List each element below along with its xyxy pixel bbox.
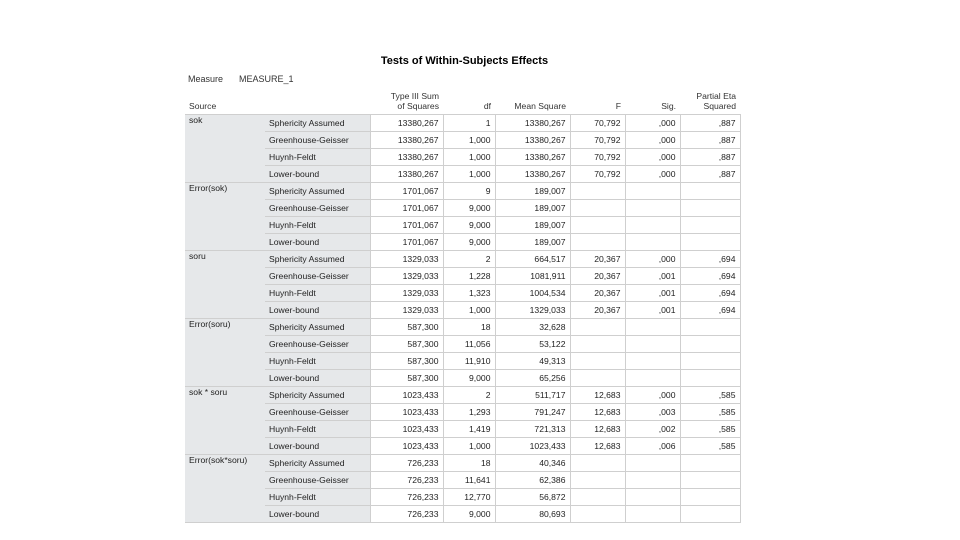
df-cell: 1,000 (443, 149, 495, 166)
eta-cell: ,585 (680, 438, 740, 455)
table-row (185, 132, 740, 149)
header-ss-line1: Type III Sum (390, 91, 439, 101)
correction-cell: Sphericity Assumed (265, 387, 370, 404)
eta-cell: ,585 (680, 421, 740, 438)
df-cell: 9,000 (443, 370, 495, 387)
ss-cell: 1701,067 (370, 234, 443, 251)
ms-cell: 664,517 (495, 251, 570, 268)
eta-cell: ,887 (680, 166, 740, 183)
ss-cell: 13380,267 (370, 149, 443, 166)
table-row (185, 166, 740, 183)
table-title: Tests of Within-Subjects Effects (380, 55, 549, 67)
ss-cell: 1023,433 (370, 404, 443, 421)
table-row (185, 234, 740, 251)
eta-cell: ,694 (680, 251, 740, 268)
ms-cell: 13380,267 (495, 166, 570, 183)
sig-cell (625, 217, 680, 234)
f-cell (570, 200, 625, 217)
eta-cell: ,694 (680, 268, 740, 285)
sig-cell: ,000 (625, 115, 680, 132)
sig-cell (625, 353, 680, 370)
df-cell: 1,000 (443, 166, 495, 183)
eta-cell: ,585 (680, 387, 740, 404)
f-cell: 20,367 (570, 302, 625, 319)
correction-cell: Greenhouse-Geisser (265, 200, 370, 217)
header-source: Source (185, 89, 370, 115)
header-sig: Sig. (625, 89, 680, 115)
within-subjects-table (185, 89, 741, 523)
table-row (185, 438, 740, 455)
df-cell: 2 (443, 251, 495, 268)
df-cell: 2 (443, 387, 495, 404)
table-row (185, 489, 740, 506)
ms-cell: 189,007 (495, 234, 570, 251)
measure-label (188, 74, 310, 84)
correction-cell: Lower-bound (265, 506, 370, 523)
table-row (185, 302, 740, 319)
sig-cell (625, 200, 680, 217)
source-cell: Error(soru) (185, 319, 265, 387)
ss-cell: 1023,433 (370, 421, 443, 438)
correction-cell: Huynh-Feldt (265, 353, 370, 370)
correction-cell: Greenhouse-Geisser (265, 404, 370, 421)
f-cell (570, 455, 625, 472)
eta-cell: ,887 (680, 149, 740, 166)
eta-cell (680, 489, 740, 506)
table-row (185, 387, 740, 404)
correction-cell: Sphericity Assumed (265, 455, 370, 472)
eta-cell (680, 353, 740, 370)
sig-cell (625, 336, 680, 353)
df-cell: 9,000 (443, 234, 495, 251)
table-row (185, 455, 740, 472)
correction-cell: Lower-bound (265, 234, 370, 251)
ms-cell: 40,346 (495, 455, 570, 472)
measure-key: Measure (188, 74, 224, 84)
df-cell: 11,056 (443, 336, 495, 353)
sig-cell (625, 455, 680, 472)
df-cell: 1,293 (443, 404, 495, 421)
source-cell: sok * soru (185, 387, 265, 455)
f-cell (570, 489, 625, 506)
correction-cell: Sphericity Assumed (265, 115, 370, 132)
f-cell: 70,792 (570, 166, 625, 183)
header-ss (370, 89, 443, 115)
sig-cell: ,000 (625, 149, 680, 166)
f-cell (570, 234, 625, 251)
correction-cell: Lower-bound (265, 166, 370, 183)
ms-cell: 1023,433 (495, 438, 570, 455)
correction-cell: Sphericity Assumed (265, 183, 370, 200)
df-cell: 18 (443, 319, 495, 336)
sig-cell: ,000 (625, 166, 680, 183)
sig-cell: ,003 (625, 404, 680, 421)
sig-cell: ,006 (625, 438, 680, 455)
eta-cell: ,585 (680, 404, 740, 421)
eta-cell (680, 234, 740, 251)
table-row (185, 506, 740, 523)
f-cell: 12,683 (570, 421, 625, 438)
df-cell: 11,910 (443, 353, 495, 370)
table-row (185, 370, 740, 387)
ss-cell: 726,233 (370, 472, 443, 489)
df-cell: 1,000 (443, 302, 495, 319)
df-cell: 9,000 (443, 217, 495, 234)
correction-cell: Huynh-Feldt (265, 489, 370, 506)
header-eta-line2: Squared (703, 101, 736, 111)
sig-cell: ,001 (625, 302, 680, 319)
ms-cell: 65,256 (495, 370, 570, 387)
correction-cell: Greenhouse-Geisser (265, 336, 370, 353)
ms-cell: 53,122 (495, 336, 570, 353)
table-row (185, 472, 740, 489)
correction-cell: Greenhouse-Geisser (265, 268, 370, 285)
ss-cell: 587,300 (370, 353, 443, 370)
eta-cell: ,887 (680, 115, 740, 132)
ss-cell: 1329,033 (370, 251, 443, 268)
f-cell: 70,792 (570, 149, 625, 166)
correction-cell: Lower-bound (265, 370, 370, 387)
f-cell: 12,683 (570, 387, 625, 404)
header-eta-line1: Partial Eta (696, 91, 736, 101)
correction-cell: Huynh-Feldt (265, 421, 370, 438)
sig-cell: ,000 (625, 387, 680, 404)
sig-cell (625, 472, 680, 489)
f-cell: 20,367 (570, 268, 625, 285)
eta-cell (680, 370, 740, 387)
ss-cell: 587,300 (370, 319, 443, 336)
eta-cell (680, 472, 740, 489)
correction-cell: Huynh-Feldt (265, 217, 370, 234)
header-df: df (443, 89, 495, 115)
ss-cell: 726,233 (370, 455, 443, 472)
sig-cell (625, 234, 680, 251)
table-row (185, 149, 740, 166)
header-row (185, 89, 740, 115)
table-row (185, 336, 740, 353)
df-cell: 1,323 (443, 285, 495, 302)
ms-cell: 189,007 (495, 217, 570, 234)
f-cell: 70,792 (570, 115, 625, 132)
eta-cell (680, 506, 740, 523)
ms-cell: 13380,267 (495, 115, 570, 132)
ms-cell: 1081,911 (495, 268, 570, 285)
source-cell: Error(sok*soru) (185, 455, 265, 523)
measure-value: MEASURE_1 (239, 74, 294, 84)
df-cell: 9,000 (443, 506, 495, 523)
eta-cell (680, 200, 740, 217)
df-cell: 18 (443, 455, 495, 472)
df-cell: 1,419 (443, 421, 495, 438)
table-row (185, 404, 740, 421)
table-row (185, 353, 740, 370)
ms-cell: 1329,033 (495, 302, 570, 319)
ms-cell: 56,872 (495, 489, 570, 506)
header-ms: Mean Square (495, 89, 570, 115)
ss-cell: 726,233 (370, 489, 443, 506)
sig-cell (625, 489, 680, 506)
ms-cell: 791,247 (495, 404, 570, 421)
ss-cell: 1329,033 (370, 285, 443, 302)
sig-cell: ,002 (625, 421, 680, 438)
f-cell: 70,792 (570, 132, 625, 149)
ms-cell: 32,628 (495, 319, 570, 336)
ms-cell: 189,007 (495, 183, 570, 200)
correction-cell: Lower-bound (265, 302, 370, 319)
ss-cell: 13380,267 (370, 166, 443, 183)
correction-cell: Sphericity Assumed (265, 251, 370, 268)
f-cell (570, 353, 625, 370)
f-cell: 20,367 (570, 251, 625, 268)
f-cell (570, 370, 625, 387)
df-cell: 1,000 (443, 132, 495, 149)
table-row (185, 319, 740, 336)
source-cell: sok (185, 115, 265, 183)
f-cell (570, 336, 625, 353)
f-cell: 12,683 (570, 404, 625, 421)
table-row (185, 217, 740, 234)
source-cell: soru (185, 251, 265, 319)
f-cell: 20,367 (570, 285, 625, 302)
ss-cell: 1701,067 (370, 183, 443, 200)
correction-cell: Greenhouse-Geisser (265, 472, 370, 489)
ms-cell: 721,313 (495, 421, 570, 438)
ms-cell: 13380,267 (495, 149, 570, 166)
ms-cell: 511,717 (495, 387, 570, 404)
table-row (185, 115, 740, 132)
header-eta (680, 89, 740, 115)
ms-cell: 62,386 (495, 472, 570, 489)
sig-cell (625, 506, 680, 523)
eta-cell (680, 183, 740, 200)
df-cell: 1,000 (443, 438, 495, 455)
correction-cell: Greenhouse-Geisser (265, 132, 370, 149)
ss-cell: 13380,267 (370, 132, 443, 149)
table-body (185, 115, 740, 523)
table-row (185, 183, 740, 200)
eta-cell (680, 455, 740, 472)
header-ss-line2: of Squares (397, 101, 439, 111)
df-cell: 1 (443, 115, 495, 132)
df-cell: 12,770 (443, 489, 495, 506)
ss-cell: 13380,267 (370, 115, 443, 132)
ms-cell: 49,313 (495, 353, 570, 370)
sig-cell: ,001 (625, 268, 680, 285)
ms-cell: 80,693 (495, 506, 570, 523)
ss-cell: 1023,433 (370, 387, 443, 404)
correction-cell: Lower-bound (265, 438, 370, 455)
eta-cell: ,694 (680, 285, 740, 302)
eta-cell: ,887 (680, 132, 740, 149)
ss-cell: 1701,067 (370, 200, 443, 217)
ms-cell: 1004,534 (495, 285, 570, 302)
sig-cell: ,000 (625, 132, 680, 149)
table-row (185, 251, 740, 268)
ss-cell: 587,300 (370, 336, 443, 353)
ss-cell: 587,300 (370, 370, 443, 387)
ss-cell: 726,233 (370, 506, 443, 523)
table-row (185, 200, 740, 217)
correction-cell: Sphericity Assumed (265, 319, 370, 336)
ss-cell: 1329,033 (370, 268, 443, 285)
sig-cell (625, 319, 680, 336)
f-cell (570, 319, 625, 336)
eta-cell (680, 217, 740, 234)
header-f: F (570, 89, 625, 115)
sig-cell: ,000 (625, 251, 680, 268)
correction-cell: Huynh-Feldt (265, 149, 370, 166)
f-cell (570, 183, 625, 200)
sig-cell (625, 183, 680, 200)
f-cell: 12,683 (570, 438, 625, 455)
f-cell (570, 506, 625, 523)
ss-cell: 1329,033 (370, 302, 443, 319)
df-cell: 11,641 (443, 472, 495, 489)
df-cell: 9 (443, 183, 495, 200)
df-cell: 1,228 (443, 268, 495, 285)
ss-cell: 1023,433 (370, 438, 443, 455)
source-cell: Error(sok) (185, 183, 265, 251)
sig-cell: ,001 (625, 285, 680, 302)
df-cell: 9,000 (443, 200, 495, 217)
sig-cell (625, 370, 680, 387)
f-cell (570, 217, 625, 234)
eta-cell (680, 336, 740, 353)
eta-cell: ,694 (680, 302, 740, 319)
correction-cell: Huynh-Feldt (265, 285, 370, 302)
eta-cell (680, 319, 740, 336)
f-cell (570, 472, 625, 489)
table-row (185, 421, 740, 438)
ms-cell: 189,007 (495, 200, 570, 217)
ms-cell: 13380,267 (495, 132, 570, 149)
table-row (185, 285, 740, 302)
ss-cell: 1701,067 (370, 217, 443, 234)
table-row (185, 268, 740, 285)
